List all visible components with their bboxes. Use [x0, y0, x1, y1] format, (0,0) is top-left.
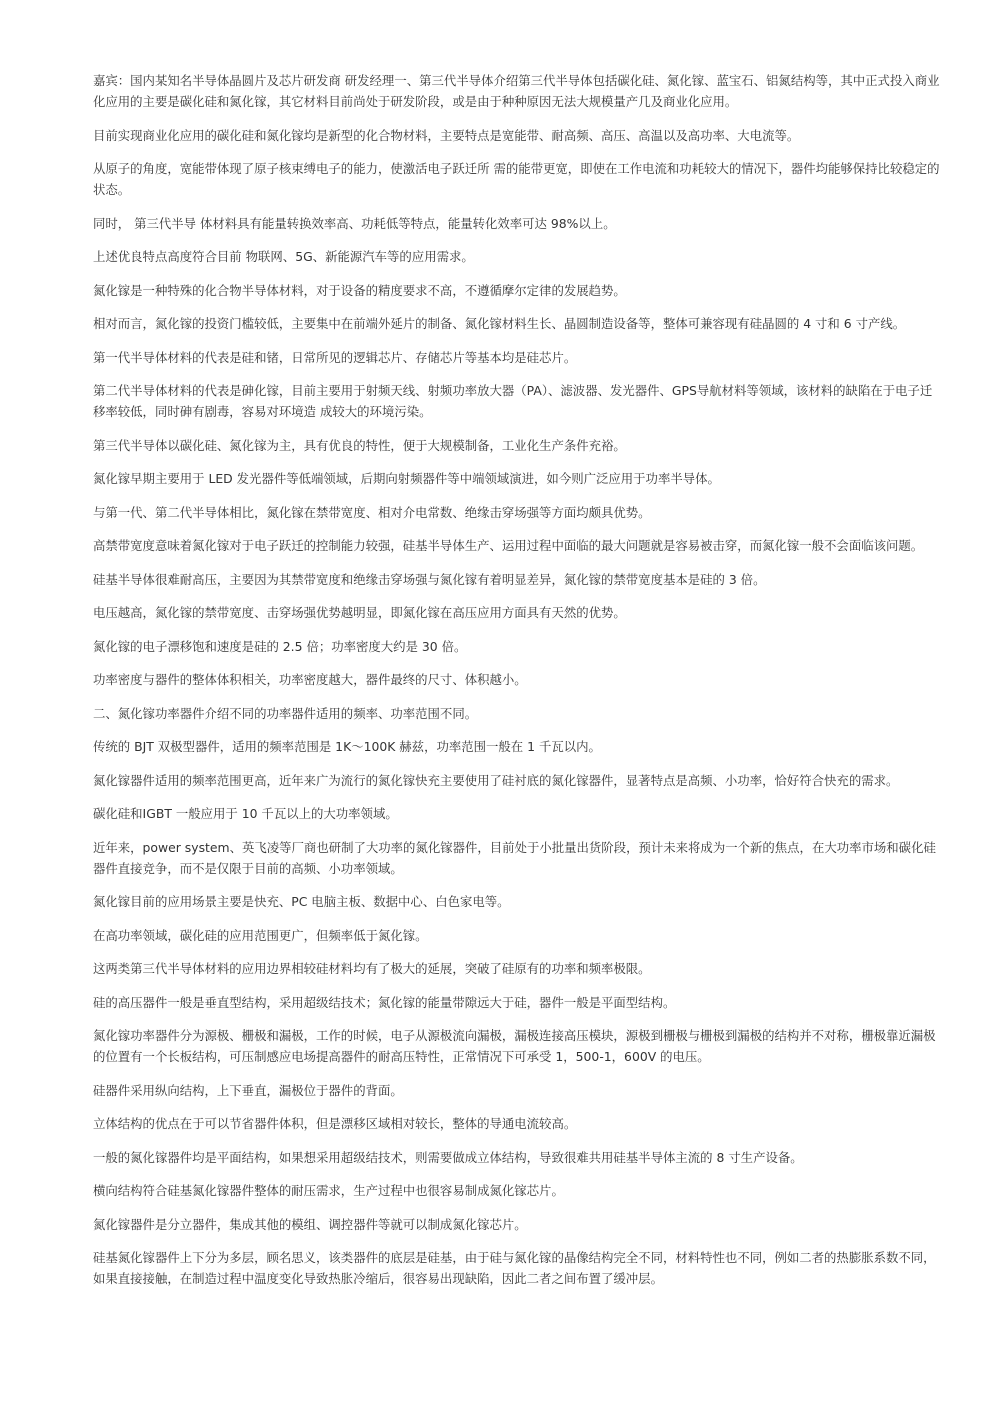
paragraph-28: 硅器件采用纵向结构，上下垂直，漏极位于器件的背面。	[93, 1082, 403, 1098]
paragraph-23: 氮化镓目前的应用场景主要是快充、PC 电脑主板、数据中心、白色家电等。	[93, 894, 510, 909]
paragraph-27: 氮化镓功率器件分为源极、栅极和漏极，工作的时候，电子从源极流向漏极，漏极连接高压模块，源极到栅极与栅极到漏极的结构并不对称，栅极靠近漏极的位置有一个长板结构，可压制感应电场提高器件的耐高压特性，正常情况下可承受 1，500-1，600V 的电压。	[93, 1028, 936, 1064]
paragraph-11: 氮化镓早期主要用于 LED 发光器件等低端领域，后期向射频器件等中端领域演进，如今则广泛应用于功率半导体。	[93, 471, 720, 486]
paragraph-17: 功率密度与器件的整体体积相关，功率密度越大，器件最终的尺寸、体积越小。	[93, 672, 527, 687]
paragraph-22: 近年来，power system、英飞凌等厂商也研制了大功率的氮化镓器件，目前处于小批量出货阶段，预计未来将成为一个新的焦点，在大功率市场和碳化硅器件直接竞争，而不是仅限于目前的高频、小功率领域。	[93, 839, 936, 876]
paragraph-32: 氮化镓器件是分立器件，集成其他的模组、调控器件等就可以制成氮化镓芯片。	[93, 1216, 527, 1232]
paragraph-6: 氮化镓是一种特殊的化合物半导体材料，对于设备的精度要求不高，不遵循摩尔定律的发展趋势。	[93, 282, 626, 298]
paragraph-5: 上述优良特点高度符合目前 物联网、5G、新能源汽车等的应用需求。	[93, 249, 474, 264]
paragraph-7: 相对而言，氮化镓的投资门槛较低，主要集中在前端外延片的制备、氮化镓材料生长、晶圆制造设备等，整体可兼容现有硅晶圆的 4 寸和 6 寸产线。	[93, 316, 906, 331]
paragraph-21: 碳化硅和IGBT 一般应用于 10 千瓦以上的大功率领域。	[93, 806, 398, 821]
paragraph-30: 一般的氮化镓器件均是平面结构，如果想采用超级结技术，则需要做成立体结构，导致很难共用硅基半导体主流的 8 寸生产设备。	[93, 1149, 803, 1165]
paragraph-13: 高禁带宽度意味着氮化镓对于电子跃迁的控制能力较强，硅基半导体生产、运用过程中面临的最大问题就是容易被击穿，而氮化镓一般不会面临该问题。	[93, 538, 924, 553]
paragraph-33: 硅基氮化镓器件上下分为多层，顾名思义，该类器件的底层是硅基，由于硅与氮化镓的晶像结构完全不同，材料特性也不同，例如二者的热膨胀系数不同，如果直接接触，在制造过程中温度变化导致热胀冷缩后，很容易出现缺陷，因此二者之间布置了缓冲层。	[93, 1250, 936, 1286]
paragraph-10: 第三代半导体以碳化硅、氮化镓为主，具有优良的特性，便于大规模制备，工业化生产条件充裕。	[93, 437, 626, 453]
paragraph-20: 氮化镓器件适用的频率范围更高，近年来广为流行的氮化镓快充主要使用了硅衬底的氮化镓器件，显著特点是高频、小功率，恰好符合快充的需求。	[93, 772, 899, 788]
paragraph-26: 硅的高压器件一般是垂直型结构，采用超级结技术；氮化镓的能量带隙远大于硅，器件一般是平面型结构。	[93, 994, 676, 1010]
paragraph-31: 横向结构符合硅基氮化镓器件整体的耐压需求，生产过程中也很容易制成氮化镓芯片。	[93, 1183, 564, 1198]
paragraph-16: 氮化镓的电子漂移饱和速度是硅的 2.5 倍；功率密度大约是 30 倍。	[93, 638, 467, 654]
paragraph-24: 在高功率领域，碳化硅的应用范围更广，但频率低于氮化镓。	[93, 927, 428, 943]
paragraph-15: 电压越高，氮化镓的禁带宽度、击穿场强优势越明显，即氮化镓在高压应用方面具有天然的优势。	[93, 605, 626, 620]
paragraph-1: 嘉宾：国内某知名半导体晶圆片及芯片研发商 研发经理一、第三代半导体介绍第三代半导体包括碳化硅、氮化镓、蓝宝石、铝氮结构等，其中正式投入商业化应用的主要是碳化硅和氮化镓，其它材料目前尚处于研发阶段，或是由于种种原因无法大规模量产几及商业化应用。	[93, 73, 940, 109]
paragraph-2: 目前实现商业化应用的碳化硅和氮化镓均是新型的化合物材料，主要特点是宽能带、耐高频、高压、高温以及高功率、大电流等。	[93, 127, 800, 143]
paragraph-14: 硅基半导体很难耐高压，主要因为其禁带宽度和绝缘击穿场强与氮化镓有着明显差异，氮化镓的禁带宽度基本是硅的 3 倍。	[93, 571, 766, 587]
paragraph-12: 与第一代、第二代半导体相比，氮化镓在禁带宽度、相对介电常数、绝缘击穿场强等方面均颇具优势。	[93, 504, 651, 520]
paragraph-18: 二、氮化镓功率器件介绍不同的功率器件适用的频率、功率范围不同。	[93, 705, 478, 721]
paragraph-25: 这两类第三代半导体材料的应用边界相较硅材料均有了极大的延展，突破了硅原有的功率和频率极限。	[93, 961, 651, 976]
paragraph-9: 第二代半导体材料的代表是砷化镓，目前主要用于射频天线、射频功率放大器（PA）、滤波器、发光器件、GPS导航材料等领域，该材料的缺陷在于电子迁移率较低，同时砷有剧毒，容易对环境造 成较大的环境污染。	[93, 383, 933, 419]
paragraph-19: 传统的 BJT 双极型器件，适用的频率范围是 1K～100K 赫兹，功率范围一般在 1 千瓦以内。	[93, 739, 601, 754]
paragraph-3: 从原子的角度，宽能带体现了原子核束缚电子的能力，使激活电子跃迁所 需的能带更宽，即使在工作电流和功耗较大的情况下，器件均能够保持比较稳定的状态。	[93, 161, 940, 197]
paragraph-29: 立体结构的优点在于可以节省器件体积，但是漂移区域相对较长，整体的导通电流较高。	[93, 1116, 577, 1131]
paragraph-8: 第一代半导体材料的代表是硅和锗，日常所见的逻辑芯片、存储芯片等基本均是硅芯片。	[93, 349, 577, 365]
paragraph-4: 同时， 第三代半导 体材料具有能量转换效率高、功耗低等特点，能量转化效率可达 98%以上。	[93, 215, 616, 231]
